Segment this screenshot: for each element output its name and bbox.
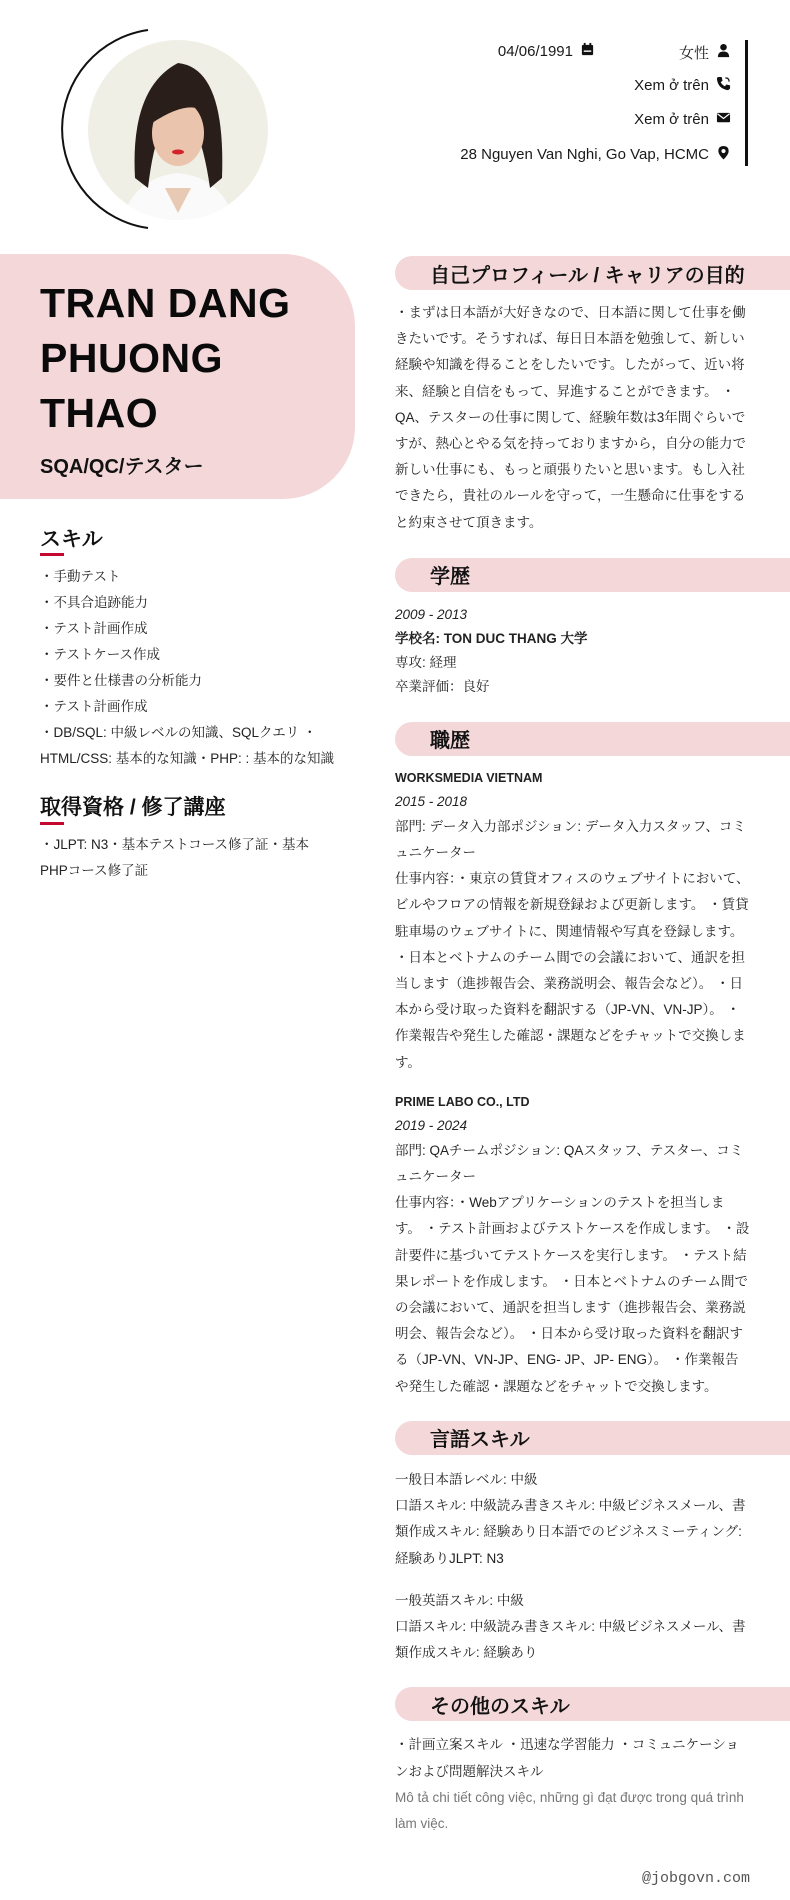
calendar-icon [580, 42, 595, 61]
certifications-heading: 取得資格 / 修了講座 [40, 796, 226, 819]
company-name: WORKSMEDIA VIETNAM [395, 770, 543, 785]
name-line: TRAN DANG [40, 280, 291, 326]
section-title: 学歴 [430, 566, 470, 589]
skill-item: ・テスト計画作成 [40, 621, 148, 636]
certifications-text [40, 832, 340, 884]
birthdate-text: 04/06/1991 [497, 43, 573, 60]
job-position: 部門: QAチームポジション: QAスタッフ、テスター、コミュニケーター [395, 1142, 744, 1185]
experience-heading [395, 722, 790, 756]
gender-text: 女性 [678, 45, 709, 62]
phone-row [634, 76, 731, 95]
skills-list [40, 564, 340, 772]
section-title: 言語スキル [430, 1429, 530, 1452]
name-line: PHUONG [40, 335, 223, 381]
address-text: 28 Nguyen Van Nghi, Go Vap, HCMC [460, 146, 709, 163]
contact-info [325, 40, 748, 166]
job-position: 部門: データ入力部ポジション: データ入力スタッフ、コミュニケーター [395, 818, 746, 861]
job-years: 2015 - 2018 [395, 793, 468, 809]
skill-item: HTML/CSS: 基本的な知識・PHP: : 基本的な知識 [40, 751, 335, 766]
section-title: 自己プロフィール / キャリアの目的 [430, 264, 745, 287]
major: 専攻: 経理 [395, 654, 457, 670]
languages-heading [395, 1421, 790, 1455]
candidate-name [40, 276, 290, 441]
main-column [395, 256, 790, 1837]
english-skills: 一般英語スキル: 中級 口語スキル: 中級読み書きスキル: 中級ビジネスメール、書類作成スキル: 経験あり [395, 1592, 746, 1661]
section-title: 職歴 [430, 730, 470, 753]
objective-heading [395, 256, 790, 290]
section-title: その他のスキル [430, 1695, 570, 1718]
job-duties: 仕事内容：・Webアプリケーションのテストを担当します。 ・テスト計画およびテストケースを作成します。 ・設計要件に基づいてテストケースを実行します。 ・テスト結果レポートを作成します。 ・日本とベトナムのチーム間での会議において、通訳を担当します（進捗報告会、業務説明会、報告会など）。 ・日本から受け取った資料を翻訳する（JP-VN、VN-JP、ENG- JP、JP- ENG）。 ・作業報告や発生した確認・課題などをチャットで交換します。 [395, 1195, 750, 1394]
job-title: SQA/QC/テスター [40, 456, 204, 478]
other-skills-text: ・計画立案スキル ・迅速な学習能力 ・コミュニケーションおよび問題解決スキル [395, 1737, 740, 1779]
skill-item: ・DB/SQL: 中級レベルの知識、SQLクエリ ・ [40, 725, 317, 740]
other-skills-heading [395, 1687, 790, 1721]
email-row [634, 110, 731, 129]
birthdate-row [498, 42, 595, 61]
education-entry [395, 603, 790, 699]
heading-underline [40, 553, 64, 556]
phone-text[interactable]: Xem ở trên [634, 77, 709, 94]
phone-icon [716, 76, 731, 95]
skill-item: ・要件と仕様書の分析能力 [40, 673, 202, 688]
job-duties: 仕事内容：・東京の賃貸オフィスのウェブサイトにおいて、ビルやフロアの情報を新規登録および更新します。 ・賃貸駐車場のウェブサイトに、関連情報や写真を登録します。 ・日本とベトナムのチーム間での会議において、通訳を担当します（進捗報告会、業務説明会、報告会など）。 ・日本から受け取った資料を翻訳する（JP-VN、VN-JP）。 ・作業報告や発生した確認・課題などをチャットで交換します。 [395, 871, 750, 1070]
grade: 卒業評価：良好 [395, 678, 490, 694]
certification-line: PHPコース修了証 [40, 863, 149, 878]
skill-item: ・手動テスト [40, 569, 121, 584]
skill-item: ・テスト計画作成 [40, 699, 148, 714]
profile-photo [60, 28, 280, 232]
footer-watermark: @jobgovn.com [641, 1870, 750, 1887]
job-entry [395, 1091, 790, 1400]
certification-line: ・JLPT: N3・基本テストコース修了証・基本 [40, 837, 310, 852]
job-entry [395, 767, 790, 1076]
education-years: 2009 - 2013 [395, 606, 468, 622]
description-placeholder: Mô tả chi tiết công việc, những gì đạt được trong quá trình làm việc. [395, 1789, 744, 1831]
objective-text: ・まずは日本語が大好きなので、日本語に関して仕事を働きたいです。そうすれば、毎日日本語を勉強して、新しい経験や知識を得ることをしたいです。したがって、近い将来、経験と自信をもって、昇進することができます。 ・QA、テスターの仕事に関して、経験年数は3年間ぐらいですが、熱心とやる気を持っておりますから，自分の能力で新しい仕事にも、もっと頑張りたいと思います。もし入社できたら，貴社のルールを守って，一生懸命に仕事をすると約束させて頂きます。 [395, 305, 746, 530]
skill-item: ・不具合追跡能力 [40, 595, 148, 610]
education-heading [395, 558, 790, 592]
person-icon [716, 43, 731, 62]
job-years: 2019 - 2024 [395, 1117, 468, 1133]
gender-row [679, 42, 731, 63]
heading-underline [40, 822, 64, 825]
envelope-icon [716, 110, 731, 129]
map-marker-icon [716, 145, 731, 164]
company-name: PRIME LABO CO., LTD [395, 1094, 530, 1109]
japanese-skills: 一般日本語レベル: 中級 口語スキル: 中級読み書きスキル: 中級ビジネスメール、書類作成スキル: 経験あり日本語でのビジネスミーティング: 経験ありJLPT: N3 [395, 1471, 746, 1566]
school-name: 学校名: TON DUC THANG 大学 [395, 630, 588, 646]
skills-heading: スキル [40, 528, 103, 551]
name-block [0, 254, 355, 499]
address-row [460, 145, 731, 164]
skill-item: ・テストケース作成 [40, 647, 161, 662]
name-line: THAO [40, 390, 159, 436]
email-text[interactable]: Xem ở trên [634, 111, 709, 128]
